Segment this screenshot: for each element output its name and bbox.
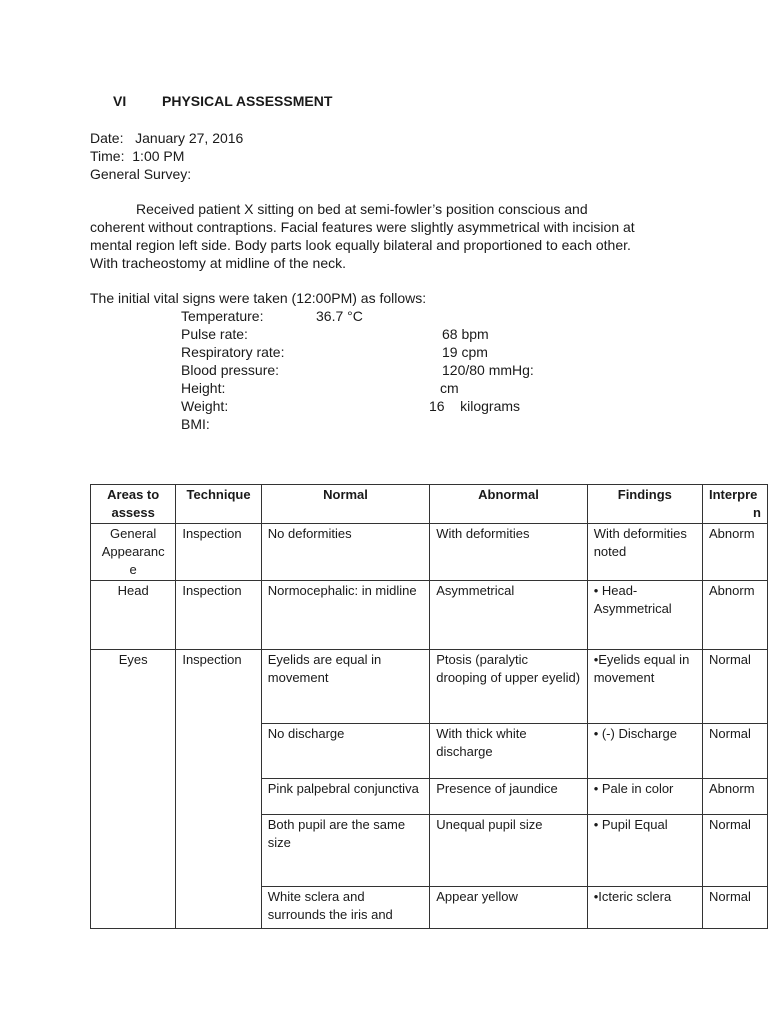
normal-cell: Pink palpebral conjunctiva (261, 779, 430, 815)
vitals-intro: The initial vital signs were taken (12:00PM) as follows: (90, 290, 427, 306)
interpretation-cell: Normal (703, 815, 768, 887)
findings-cell: •Eyelids equal in movement (587, 650, 702, 724)
table-row (91, 581, 768, 650)
vital-respiratory-rate (181, 343, 601, 361)
vital-height (181, 379, 601, 397)
header-technique: Technique (176, 485, 261, 524)
findings-cell: •Icteric sclera (587, 887, 702, 929)
vital-signs-list (181, 307, 601, 433)
vital-weight (181, 397, 601, 415)
vital-label: Temperature: (181, 308, 264, 324)
interpretation-cell: Abnorm (703, 524, 768, 581)
time-row (90, 147, 243, 165)
area-cell: Eyes (91, 650, 176, 929)
paragraph-line: Received patient X sitting on bed at semi-fowler’s position conscious and (136, 201, 588, 217)
vital-label: Blood pressure: (181, 362, 280, 378)
vital-value: 16 kilograms (429, 398, 521, 414)
abnormal-cell: Asymmetrical (430, 581, 587, 650)
findings-cell: • Pupil Equal (587, 815, 702, 887)
header-areas: Areas to assess (91, 485, 176, 524)
vital-pulse-rate (181, 325, 601, 343)
interpretation-cell: Abnorm (703, 779, 768, 815)
findings-cell: • (-) Discharge (587, 724, 702, 779)
vital-label: Weight: (181, 398, 229, 414)
time-label: Time: (90, 148, 125, 164)
technique-cell: Inspection (176, 581, 261, 650)
vital-label: BMI: (181, 416, 210, 432)
interpretation-cell: Normal (703, 887, 768, 929)
date-label: Date: (90, 130, 124, 146)
paragraph-line: mental region left side. Body parts look equally bilateral and proportioned to each other. (90, 237, 631, 253)
normal-cell: No discharge (261, 724, 430, 779)
table-row (91, 524, 768, 581)
vital-value: 68 bpm (442, 326, 489, 342)
table-row (91, 650, 768, 724)
vital-label: Height: (181, 380, 226, 396)
survey-label: General Survey: (90, 166, 192, 182)
abnormal-cell: Unequal pupil size (430, 815, 587, 887)
vital-value: cm (440, 380, 459, 396)
abnormal-cell: Appear yellow (430, 887, 587, 929)
vital-value: 19 cpm (442, 344, 488, 360)
date-row (90, 129, 243, 147)
abnormal-cell: With deformities (430, 524, 587, 581)
findings-cell: • Head- Asymmetrical (587, 581, 702, 650)
assessment-table (90, 484, 768, 929)
vital-label: Pulse rate: (181, 326, 248, 342)
paragraph-line: With tracheostomy at midline of the neck. (90, 255, 346, 271)
general-survey-paragraph (90, 200, 690, 272)
area-cell: Head (91, 581, 176, 650)
table-header-row (91, 485, 768, 524)
vital-value: 120/80 mmHg: (442, 362, 534, 378)
date-value: January 27, 2016 (135, 130, 244, 146)
section-heading (113, 93, 332, 109)
findings-cell: • Pale in color (587, 779, 702, 815)
header-findings: Findings (587, 485, 702, 524)
section-title: PHYSICAL ASSESSMENT (162, 93, 333, 109)
vital-bmi (181, 415, 601, 433)
normal-cell: Normocephalic: in midline (261, 581, 430, 650)
abnormal-cell: Ptosis (paralytic drooping of upper eyelid) (430, 650, 587, 724)
interpretation-cell: Normal (703, 724, 768, 779)
time-value: 1:00 PM (132, 148, 185, 164)
assessment-meta (90, 129, 243, 183)
findings-cell: With deformities noted (587, 524, 702, 581)
normal-cell: Both pupil are the same size (261, 815, 430, 887)
header-normal: Normal (261, 485, 430, 524)
vital-label: Respiratory rate: (181, 344, 285, 360)
vital-value: 36.7 °C (316, 308, 363, 324)
header-abnormal: Abnormal (430, 485, 587, 524)
paragraph-line: coherent without contraptions. Facial features were slightly asymmetrical with incision at (90, 219, 635, 235)
technique-cell: Inspection (176, 524, 261, 581)
abnormal-cell: With thick white discharge (430, 724, 587, 779)
vital-blood-pressure (181, 361, 601, 379)
interpretation-cell: Abnorm (703, 581, 768, 650)
area-cell: General Appearanc e (91, 524, 176, 581)
abnormal-cell: Presence of jaundice (430, 779, 587, 815)
vital-temperature (181, 307, 601, 325)
technique-cell: Inspection (176, 650, 261, 929)
header-interpretation: Interpre n (703, 485, 768, 524)
normal-cell: White sclera and surrounds the iris and (261, 887, 430, 929)
section-number: VI (113, 93, 127, 109)
normal-cell: No deformities (261, 524, 430, 581)
interpretation-cell: Normal (703, 650, 768, 724)
normal-cell: Eyelids are equal in movement (261, 650, 430, 724)
